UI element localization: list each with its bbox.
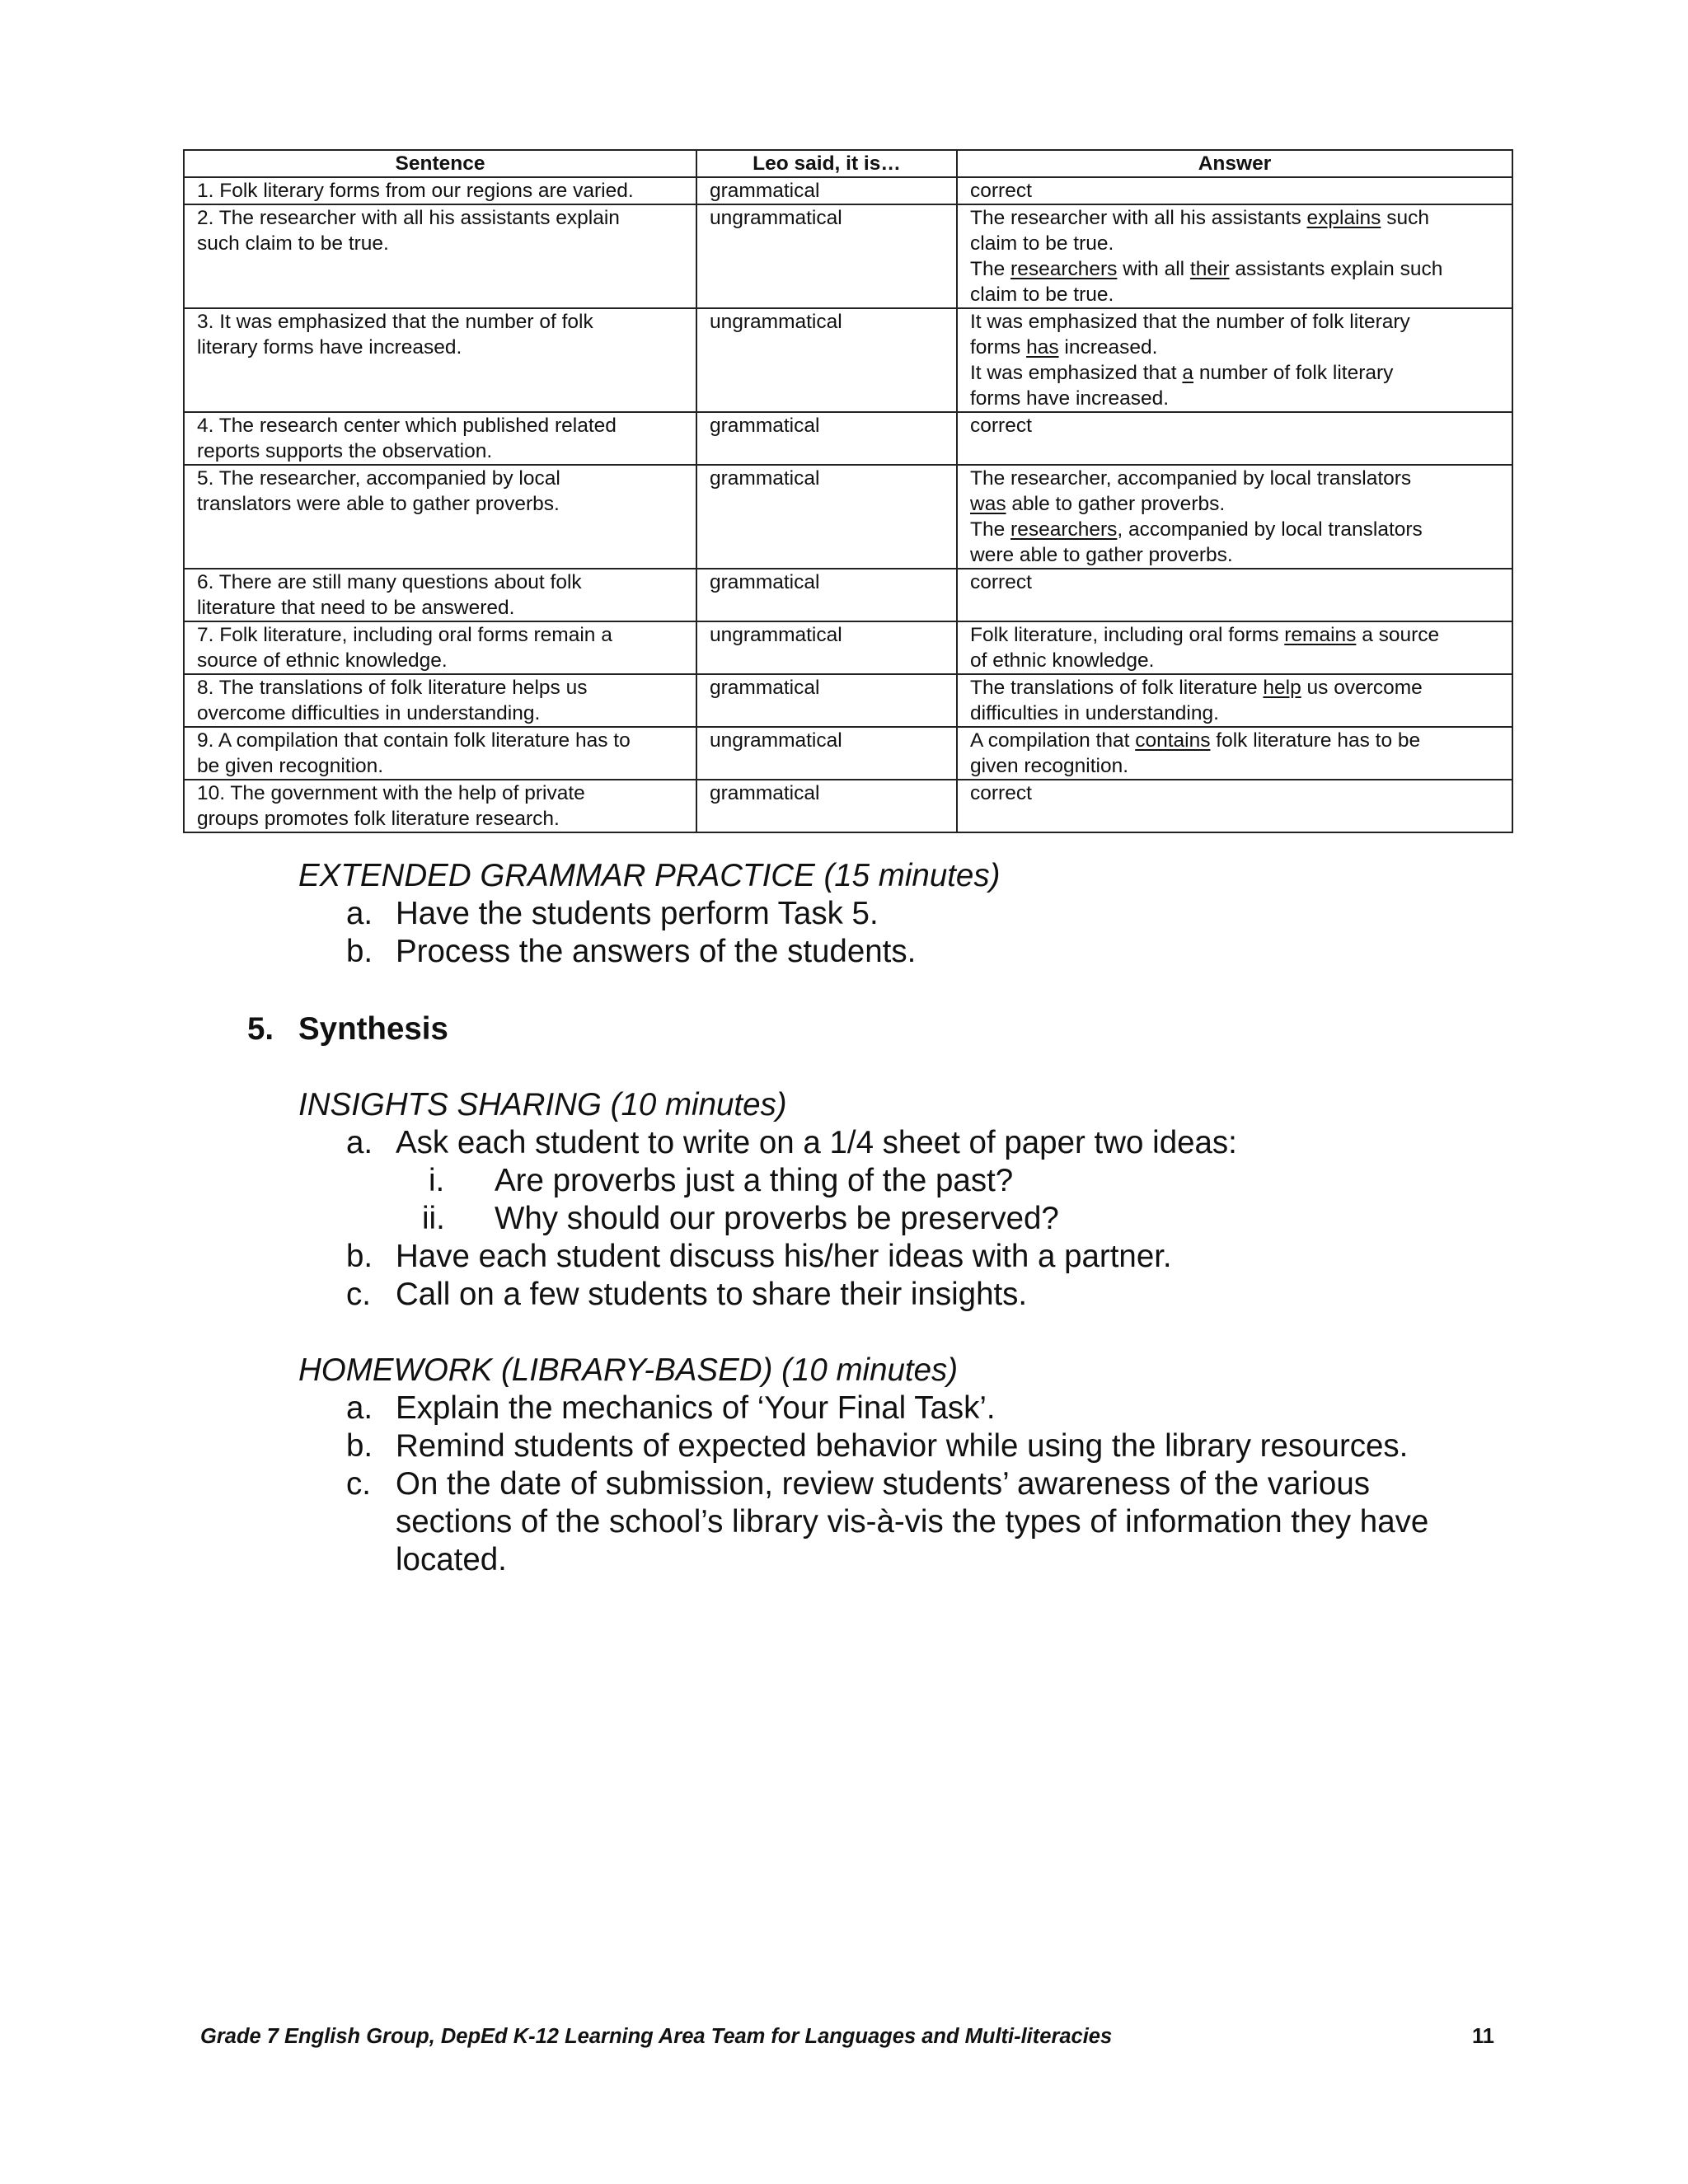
corrected-word: has: [1026, 336, 1059, 359]
answer-text: The researcher with all his assistants: [970, 207, 1307, 229]
answer-text: were able to gather proverbs.: [970, 544, 1233, 566]
footer-text: Grade 7 English Group, DepEd K-12 Learning Area Team for Languages and Multi-literacies: [200, 2025, 1113, 2048]
answer-line: [970, 622, 1499, 648]
answer-cell: [957, 569, 1512, 621]
sentence-line: be given recognition.: [197, 755, 384, 777]
sentence-line: 9. A compilation that contain folk literature has to: [197, 729, 631, 752]
list-marker: a.: [346, 1390, 373, 1426]
insights-item-a-text: Ask each student to write on a 1/4 sheet of paper two ideas:: [396, 1125, 1237, 1160]
sentence-line: 7. Folk literature, including oral forms remain a: [197, 624, 612, 646]
table-row: [184, 177, 1512, 204]
answer-line: [970, 542, 1499, 568]
insights-sub-i-text: Are proverbs just a thing of the past?: [495, 1163, 1014, 1198]
answer-text: assistants explain such: [1229, 258, 1443, 280]
list-marker: b.: [346, 1239, 373, 1274]
sentence-line: 6. There are still many questions about folk: [197, 571, 582, 593]
table-row: [184, 204, 1512, 308]
list-marker: a.: [346, 1125, 373, 1160]
sentence-cell: [184, 465, 696, 569]
sentence-line: literature that need to be answered.: [197, 597, 515, 619]
answer-cell: [957, 780, 1512, 832]
answer-line: [970, 517, 1499, 542]
answer-cell: [957, 412, 1512, 465]
answer-cell: [957, 308, 1512, 412]
answer-text: claim to be true.: [970, 232, 1114, 255]
table-row: [184, 780, 1512, 832]
header-leo-said: Leo said, it is…: [696, 150, 957, 177]
answer-line: [970, 491, 1499, 517]
sentence-cell: [184, 727, 696, 780]
answer-text: forms have increased.: [970, 387, 1170, 410]
extended-item-b-text: Process the answers of the students.: [396, 934, 917, 969]
answer-line: [970, 753, 1499, 779]
sentence-line: 2. The researcher with all his assistants explain: [197, 207, 620, 229]
answer-cell: [957, 465, 1512, 569]
table-row: [184, 308, 1512, 412]
header-answer: Answer: [957, 150, 1512, 177]
homework-item-b-text: Remind students of expected behavior while using the library resources.: [396, 1428, 1409, 1464]
answer-text: The: [970, 258, 1011, 280]
insights-sharing-heading: INSIGHTS SHARING (10 minutes): [298, 1087, 787, 1122]
answer-text: , accompanied by local translators: [1117, 518, 1423, 541]
table-row: [184, 412, 1512, 465]
corrected-word: was: [970, 493, 1006, 515]
extended-item-a-text: Have the students perform Task 5.: [396, 896, 879, 931]
sentence-line: such claim to be true.: [197, 232, 389, 255]
homework-item-c-line: On the date of submission, review students’ awareness of the various: [396, 1466, 1370, 1502]
answer-text: correct: [970, 782, 1032, 804]
sentence-line: 10. The government with the help of private: [197, 782, 585, 804]
sentence-line: 1. Folk literary forms from our regions are varied.: [197, 180, 634, 202]
homework-heading: HOMEWORK (LIBRARY-BASED) (10 minutes): [298, 1352, 959, 1388]
answer-line: [970, 701, 1499, 726]
synthesis-number: 5.: [247, 1011, 274, 1047]
verdict-cell: grammatical: [696, 465, 957, 569]
list-marker: c.: [346, 1277, 371, 1312]
table-row: [184, 727, 1512, 780]
corrected-word: help: [1263, 677, 1301, 699]
answer-text: The researcher, accompanied by local translators: [970, 467, 1412, 490]
answer-line: [970, 178, 1499, 204]
insights-item-b-text: Have each student discuss his/her ideas with a partner.: [396, 1239, 1172, 1274]
table-body: [184, 177, 1512, 832]
answer-text: correct: [970, 180, 1032, 202]
corrected-word: remains: [1284, 624, 1357, 646]
list-marker: i.: [429, 1163, 445, 1198]
sentence-line: 4. The research center which published related: [197, 415, 617, 437]
answer-text: Folk literature, including oral forms: [970, 624, 1285, 646]
table-row: [184, 621, 1512, 674]
answer-text: correct: [970, 415, 1032, 437]
corrected-word: their: [1189, 258, 1230, 280]
answer-line: [970, 309, 1499, 335]
sentence-cell: [184, 204, 696, 308]
homework-item-c-text: [396, 1465, 1428, 1579]
answer-text: able to gather proverbs.: [1006, 493, 1226, 515]
sentence-line: translators were able to gather proverbs.: [197, 493, 560, 515]
answer-text: given recognition.: [970, 755, 1129, 777]
insights-item-c-text: Call on a few students to share their insights.: [396, 1277, 1028, 1312]
list-marker: a.: [346, 896, 373, 931]
sentence-line: 8. The translations of folk literature helps us: [197, 677, 588, 699]
table-row: [184, 569, 1512, 621]
answer-line: [970, 231, 1499, 256]
header-sentence: Sentence: [184, 150, 696, 177]
answer-line: [970, 413, 1499, 438]
answer-line: [970, 780, 1499, 806]
answer-text: difficulties in understanding.: [970, 702, 1219, 724]
answer-text: of ethnic knowledge.: [970, 649, 1155, 672]
insights-sub-ii-text: Why should our proverbs be preserved?: [495, 1201, 1059, 1236]
corrected-word: researchers: [1010, 258, 1118, 280]
answer-text: such: [1381, 207, 1429, 229]
answer-text: A compilation that: [970, 729, 1136, 752]
answer-text: number of folk literary: [1193, 362, 1394, 384]
answer-text: claim to be true.: [970, 284, 1114, 306]
verdict-cell: grammatical: [696, 569, 957, 621]
grammar-answer-table: [183, 149, 1513, 833]
list-marker: b.: [346, 1428, 373, 1464]
answer-text: The translations of folk literature: [970, 677, 1264, 699]
sentence-cell: [184, 621, 696, 674]
verdict-cell: ungrammatical: [696, 621, 957, 674]
verdict-cell: grammatical: [696, 674, 957, 727]
synthesis-title: Synthesis: [298, 1011, 448, 1047]
answer-cell: [957, 621, 1512, 674]
list-marker: c.: [346, 1466, 371, 1502]
table-header-row: [184, 150, 1512, 177]
extended-grammar-heading: EXTENDED GRAMMAR PRACTICE (15 minutes): [298, 858, 1001, 893]
page-number: 11: [1472, 2025, 1494, 2048]
sentence-line: literary forms have increased.: [197, 336, 462, 359]
table-row: [184, 465, 1512, 569]
answer-text: forms: [970, 336, 1027, 359]
answer-line: [970, 569, 1499, 595]
answer-text: It was emphasized that the number of folk literary: [970, 311, 1410, 333]
verdict-cell: grammatical: [696, 177, 957, 204]
answer-line: [970, 728, 1499, 753]
answer-line: [970, 205, 1499, 231]
sentence-cell: [184, 412, 696, 465]
page-footer: [200, 2023, 1494, 2050]
verdict-cell: grammatical: [696, 780, 957, 832]
homework-item-c-line: sections of the school’s library vis-à-vis the types of information they have: [396, 1504, 1429, 1540]
verdict-cell: grammatical: [696, 412, 957, 465]
answer-line: [970, 282, 1499, 307]
answer-line: [970, 675, 1499, 701]
corrected-word: explains: [1306, 207, 1381, 229]
sentence-cell: [184, 177, 696, 204]
answer-line: [970, 360, 1499, 386]
answer-text: It was emphasized that: [970, 362, 1183, 384]
homework-item-a-text: Explain the mechanics of ‘Your Final Task’.: [396, 1390, 996, 1426]
answer-cell: [957, 177, 1512, 204]
sentence-cell: [184, 308, 696, 412]
sentence-line: 5. The researcher, accompanied by local: [197, 467, 560, 490]
answer-text: The: [970, 518, 1011, 541]
sentence-line: groups promotes folk literature research.: [197, 808, 560, 830]
answer-line: [970, 466, 1499, 491]
sentence-line: overcome difficulties in understanding.: [197, 702, 541, 724]
list-marker: ii.: [422, 1201, 445, 1236]
sentence-cell: [184, 674, 696, 727]
verdict-cell: ungrammatical: [696, 204, 957, 308]
verdict-cell: ungrammatical: [696, 308, 957, 412]
answer-text: folk literature has to be: [1210, 729, 1421, 752]
corrected-word: contains: [1135, 729, 1211, 752]
answer-text: correct: [970, 571, 1032, 593]
answer-text: a source: [1356, 624, 1440, 646]
answer-line: [970, 335, 1499, 360]
homework-item-c-line: located.: [396, 1542, 507, 1577]
answer-text: with all: [1117, 258, 1190, 280]
table-row: [184, 674, 1512, 727]
answer-cell: [957, 674, 1512, 727]
answer-text: increased.: [1058, 336, 1158, 359]
answer-line: [970, 648, 1499, 673]
extended-item-a: [346, 895, 373, 933]
answer-cell: [957, 727, 1512, 780]
verdict-cell: ungrammatical: [696, 727, 957, 780]
answer-cell: [957, 204, 1512, 308]
sentence-cell: [184, 780, 696, 832]
answer-text: us overcome: [1301, 677, 1423, 699]
sentence-line: source of ethnic knowledge.: [197, 649, 448, 672]
answer-line: [970, 256, 1499, 282]
answer-line: [970, 386, 1499, 411]
corrected-word: a: [1182, 362, 1194, 384]
sentence-cell: [184, 569, 696, 621]
corrected-word: researchers: [1010, 518, 1118, 541]
sentence-line: 3. It was emphasized that the number of folk: [197, 311, 593, 333]
sentence-line: reports supports the observation.: [197, 440, 493, 462]
list-marker: b.: [346, 934, 373, 969]
